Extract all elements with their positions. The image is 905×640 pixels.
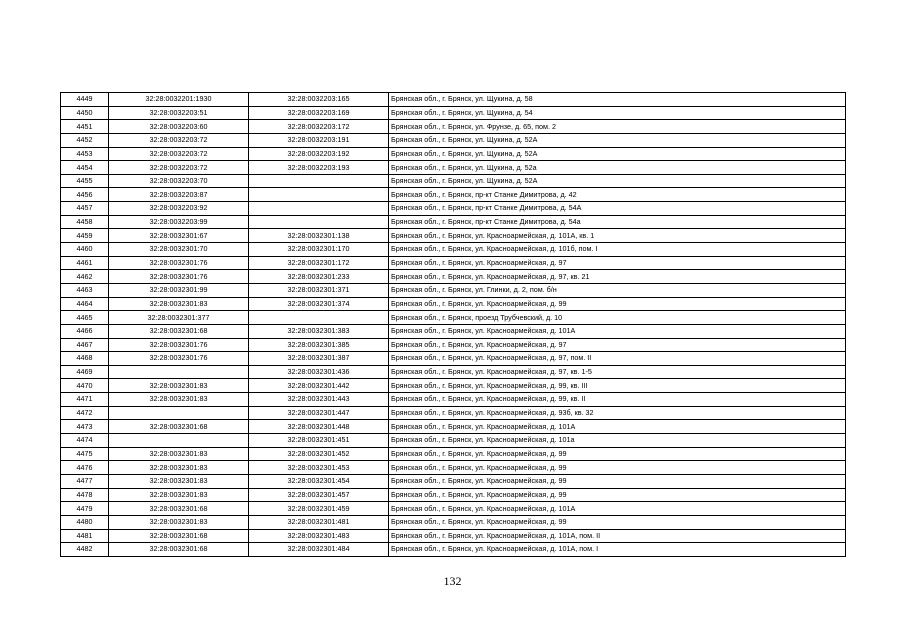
land-cadastral-number-cell: 32:28:0032301:377 [109, 311, 249, 325]
land-cadastral-number-cell: 32:28:0032203:72 [109, 133, 249, 147]
address-cell: Брянская обл., г. Брянск, ул. Красноармейская, д. 99 [389, 461, 846, 475]
land-cadastral-number-cell: 32:28:0032301:83 [109, 488, 249, 502]
address-cell: Брянская обл., г. Брянск, ул. Красноармейская, д. 97 [389, 338, 846, 352]
building-cadastral-number-cell: 32:28:0032301:371 [249, 283, 389, 297]
row-number-cell: 4473 [61, 420, 109, 434]
table-row [61, 447, 846, 461]
row-number-cell: 4457 [61, 202, 109, 216]
building-cadastral-number-cell: 32:28:0032301:233 [249, 270, 389, 284]
building-cadastral-number-cell: 32:28:0032301:383 [249, 324, 389, 338]
address-cell: Брянская обл., г. Брянск, проезд Трубчевский, д. 10 [389, 311, 846, 325]
table-row [61, 283, 846, 297]
building-cadastral-number-cell: 32:28:0032301:385 [249, 338, 389, 352]
row-number-cell: 4452 [61, 133, 109, 147]
address-cell: Брянская обл., г. Брянск, пр-кт Станке Димитрова, д. 54А [389, 202, 846, 216]
table-row [61, 188, 846, 202]
table-row [61, 502, 846, 516]
row-number-cell: 4480 [61, 515, 109, 529]
building-cadastral-number-cell: 32:28:0032301:447 [249, 406, 389, 420]
row-number-cell: 4456 [61, 188, 109, 202]
land-cadastral-number-cell: 32:28:0032301:83 [109, 461, 249, 475]
address-cell: Брянская обл., г. Брянск, ул. Красноармейская, д. 101б, пом. I [389, 243, 846, 257]
table-row [61, 161, 846, 175]
address-cell: Брянская обл., г. Брянск, ул. Красноармейская, д. 97, пом. II [389, 352, 846, 366]
row-number-cell: 4471 [61, 393, 109, 407]
table-row [61, 311, 846, 325]
land-cadastral-number-cell: 32:28:0032301:83 [109, 297, 249, 311]
land-cadastral-number-cell [109, 365, 249, 379]
row-number-cell: 4476 [61, 461, 109, 475]
building-cadastral-number-cell [249, 202, 389, 216]
building-cadastral-number-cell: 32:28:0032203:172 [249, 120, 389, 134]
land-cadastral-number-cell: 32:28:0032301:68 [109, 529, 249, 543]
address-cell: Брянская обл., г. Брянск, ул. Красноармейская, д. 101А [389, 502, 846, 516]
table-row [61, 147, 846, 161]
address-cell: Брянская обл., г. Брянск, ул. Красноармейская, д. 101А, пом. I [389, 543, 846, 557]
table-row [61, 270, 846, 284]
table-row [61, 393, 846, 407]
address-cell: Брянская обл., г. Брянск, ул. Красноармейская, д. 97, кв. 1-5 [389, 365, 846, 379]
building-cadastral-number-cell: 32:28:0032301:387 [249, 352, 389, 366]
building-cadastral-number-cell: 32:28:0032301:483 [249, 529, 389, 543]
building-cadastral-number-cell: 32:28:0032301:436 [249, 365, 389, 379]
address-cell: Брянская обл., г. Брянск, ул. Красноармейская, д. 99 [389, 297, 846, 311]
address-cell: Брянская обл., г. Брянск, ул. Щукина, д. 52А [389, 174, 846, 188]
address-cell: Брянская обл., г. Брянск, ул. Красноармейская, д. 99 [389, 488, 846, 502]
land-cadastral-number-cell: 32:28:0032203:72 [109, 161, 249, 175]
building-cadastral-number-cell: 32:28:0032301:374 [249, 297, 389, 311]
land-cadastral-number-cell: 32:28:0032301:70 [109, 243, 249, 257]
address-cell: Брянская обл., г. Брянск, ул. Фрунзе, д. 65, пом. 2 [389, 120, 846, 134]
address-cell: Брянская обл., г. Брянск, ул. Красноармейская, д. 101А, кв. 1 [389, 229, 846, 243]
row-number-cell: 4464 [61, 297, 109, 311]
cadastral-table [60, 92, 846, 557]
land-cadastral-number-cell: 32:28:0032203:87 [109, 188, 249, 202]
table-row [61, 229, 846, 243]
row-number-cell: 4482 [61, 543, 109, 557]
row-number-cell: 4459 [61, 229, 109, 243]
table-row [61, 215, 846, 229]
table-row [61, 543, 846, 557]
address-cell: Брянская обл., г. Брянск, пр-кт Станке Димитрова, д. 54а [389, 215, 846, 229]
table-row [61, 352, 846, 366]
table-row [61, 434, 846, 448]
table-row [61, 243, 846, 257]
row-number-cell: 4461 [61, 256, 109, 270]
land-cadastral-number-cell: 32:28:0032203:51 [109, 106, 249, 120]
row-number-cell: 4454 [61, 161, 109, 175]
row-number-cell: 4467 [61, 338, 109, 352]
building-cadastral-number-cell: 32:28:0032203:193 [249, 161, 389, 175]
row-number-cell: 4481 [61, 529, 109, 543]
land-cadastral-number-cell: 32:28:0032301:68 [109, 420, 249, 434]
building-cadastral-number-cell [249, 215, 389, 229]
address-cell: Брянская обл., г. Брянск, ул. Красноармейская, д. 93б, кв. 32 [389, 406, 846, 420]
page-number: 132 [443, 574, 462, 588]
land-cadastral-number-cell: 32:28:0032203:60 [109, 120, 249, 134]
land-cadastral-number-cell: 32:28:0032203:92 [109, 202, 249, 216]
address-cell: Брянская обл., г. Брянск, ул. Красноармейская, д. 97 [389, 256, 846, 270]
building-cadastral-number-cell [249, 311, 389, 325]
land-cadastral-number-cell: 32:28:0032301:76 [109, 270, 249, 284]
building-cadastral-number-cell: 32:28:0032301:452 [249, 447, 389, 461]
row-number-cell: 4469 [61, 365, 109, 379]
building-cadastral-number-cell: 32:28:0032301:454 [249, 474, 389, 488]
building-cadastral-number-cell: 32:28:0032301:443 [249, 393, 389, 407]
table-row [61, 529, 846, 543]
row-number-cell: 4449 [61, 93, 109, 107]
land-cadastral-number-cell: 32:28:0032301:67 [109, 229, 249, 243]
row-number-cell: 4460 [61, 243, 109, 257]
building-cadastral-number-cell: 32:28:0032301:448 [249, 420, 389, 434]
land-cadastral-number-cell: 32:28:0032301:83 [109, 447, 249, 461]
table-row [61, 256, 846, 270]
land-cadastral-number-cell: 32:28:0032203:99 [109, 215, 249, 229]
address-cell: Брянская обл., г. Брянск, ул. Красноармейская, д. 97, кв. 21 [389, 270, 846, 284]
row-number-cell: 4477 [61, 474, 109, 488]
building-cadastral-number-cell: 32:28:0032203:169 [249, 106, 389, 120]
address-cell: Брянская обл., г. Брянск, ул. Красноармейская, д. 99 [389, 515, 846, 529]
table-row [61, 406, 846, 420]
land-cadastral-number-cell: 32:28:0032203:72 [109, 147, 249, 161]
building-cadastral-number-cell: 32:28:0032301:172 [249, 256, 389, 270]
land-cadastral-number-cell: 32:28:0032301:83 [109, 379, 249, 393]
table-row [61, 338, 846, 352]
address-cell: Брянская обл., г. Брянск, ул. Глинки, д. 2, пом. б/н [389, 283, 846, 297]
building-cadastral-number-cell: 32:28:0032203:191 [249, 133, 389, 147]
building-cadastral-number-cell [249, 188, 389, 202]
address-cell: Брянская обл., г. Брянск, ул. Щукина, д. 54 [389, 106, 846, 120]
address-cell: Брянская обл., г. Брянск, ул. Красноармейская, д. 101А [389, 420, 846, 434]
land-cadastral-number-cell: 32:28:0032301:83 [109, 474, 249, 488]
building-cadastral-number-cell: 32:28:0032203:192 [249, 147, 389, 161]
land-cadastral-number-cell: 32:28:0032301:76 [109, 338, 249, 352]
land-cadastral-number-cell: 32:28:0032301:68 [109, 543, 249, 557]
building-cadastral-number-cell: 32:28:0032203:165 [249, 93, 389, 107]
row-number-cell: 4475 [61, 447, 109, 461]
land-cadastral-number-cell: 32:28:0032301:76 [109, 256, 249, 270]
building-cadastral-number-cell: 32:28:0032301:138 [249, 229, 389, 243]
row-number-cell: 4455 [61, 174, 109, 188]
row-number-cell: 4465 [61, 311, 109, 325]
row-number-cell: 4470 [61, 379, 109, 393]
table-row [61, 133, 846, 147]
table-row [61, 93, 846, 107]
table-row [61, 106, 846, 120]
row-number-cell: 4453 [61, 147, 109, 161]
land-cadastral-number-cell: 32:28:0032301:99 [109, 283, 249, 297]
address-cell: Брянская обл., г. Брянск, ул. Щукина, д. 52а [389, 161, 846, 175]
address-cell: Брянская обл., г. Брянск, ул. Щукина, д. 52А [389, 133, 846, 147]
address-cell: Брянская обл., г. Брянск, ул. Щукина, д. 58 [389, 93, 846, 107]
building-cadastral-number-cell: 32:28:0032301:453 [249, 461, 389, 475]
row-number-cell: 4450 [61, 106, 109, 120]
land-cadastral-number-cell [109, 434, 249, 448]
address-cell: Брянская обл., г. Брянск, ул. Красноармейская, д. 99, кв. II [389, 393, 846, 407]
cadastral-table-body [61, 93, 846, 557]
building-cadastral-number-cell: 32:28:0032301:170 [249, 243, 389, 257]
row-number-cell: 4472 [61, 406, 109, 420]
land-cadastral-number-cell: 32:28:0032301:68 [109, 324, 249, 338]
row-number-cell: 4463 [61, 283, 109, 297]
address-cell: Брянская обл., г. Брянск, пр-кт Станке Димитрова, д. 42 [389, 188, 846, 202]
table-row [61, 461, 846, 475]
row-number-cell: 4458 [61, 215, 109, 229]
table-row [61, 420, 846, 434]
address-cell: Брянская обл., г. Брянск, ул. Красноармейская, д. 99, кв. III [389, 379, 846, 393]
building-cadastral-number-cell: 32:28:0032301:481 [249, 515, 389, 529]
building-cadastral-number-cell: 32:28:0032301:459 [249, 502, 389, 516]
table-row [61, 488, 846, 502]
land-cadastral-number-cell [109, 406, 249, 420]
row-number-cell: 4451 [61, 120, 109, 134]
land-cadastral-number-cell: 32:28:0032301:76 [109, 352, 249, 366]
address-cell: Брянская обл., г. Брянск, ул. Щукина, д. 52А [389, 147, 846, 161]
table-row [61, 365, 846, 379]
address-cell: Брянская обл., г. Брянск, ул. Красноармейская, д. 101а [389, 434, 846, 448]
building-cadastral-number-cell: 32:28:0032301:484 [249, 543, 389, 557]
table-row [61, 297, 846, 311]
land-cadastral-number-cell: 32:28:0032301:83 [109, 515, 249, 529]
table-row [61, 474, 846, 488]
table-row [61, 379, 846, 393]
land-cadastral-number-cell: 32:28:0032203:70 [109, 174, 249, 188]
row-number-cell: 4468 [61, 352, 109, 366]
table-row [61, 120, 846, 134]
address-cell: Брянская обл., г. Брянск, ул. Красноармейская, д. 101А, пом. II [389, 529, 846, 543]
row-number-cell: 4478 [61, 488, 109, 502]
table-row [61, 515, 846, 529]
row-number-cell: 4466 [61, 324, 109, 338]
row-number-cell: 4479 [61, 502, 109, 516]
building-cadastral-number-cell: 32:28:0032301:451 [249, 434, 389, 448]
table-row [61, 174, 846, 188]
building-cadastral-number-cell: 32:28:0032301:442 [249, 379, 389, 393]
table-row [61, 202, 846, 216]
address-cell: Брянская обл., г. Брянск, ул. Красноармейская, д. 99 [389, 447, 846, 461]
land-cadastral-number-cell: 32:28:0032201:1930 [109, 93, 249, 107]
row-number-cell: 4462 [61, 270, 109, 284]
address-cell: Брянская обл., г. Брянск, ул. Красноармейская, д. 99 [389, 474, 846, 488]
land-cadastral-number-cell: 32:28:0032301:68 [109, 502, 249, 516]
building-cadastral-number-cell [249, 174, 389, 188]
address-cell: Брянская обл., г. Брянск, ул. Красноармейская, д. 101А [389, 324, 846, 338]
row-number-cell: 4474 [61, 434, 109, 448]
land-cadastral-number-cell: 32:28:0032301:83 [109, 393, 249, 407]
building-cadastral-number-cell: 32:28:0032301:457 [249, 488, 389, 502]
table-row [61, 324, 846, 338]
